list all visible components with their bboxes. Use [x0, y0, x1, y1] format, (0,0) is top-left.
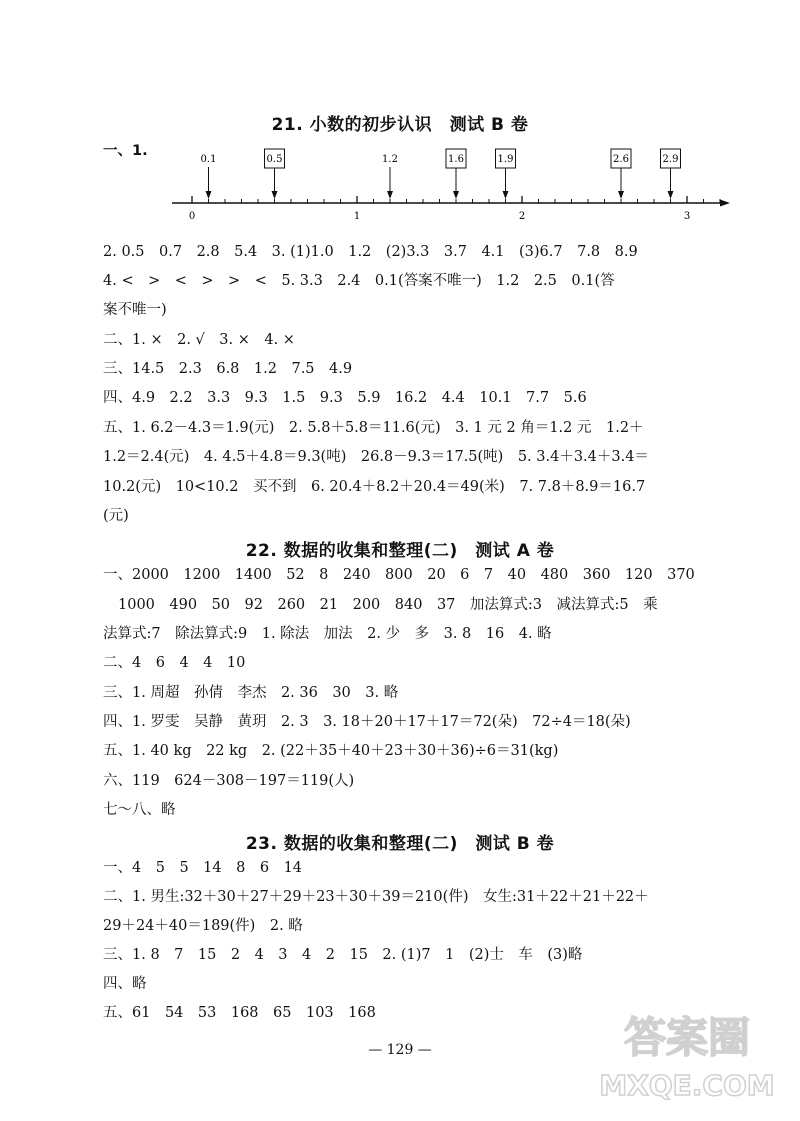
s23-line-2: 二、1. 男生:32＋30＋27＋29＋23＋30＋39＝210(件) 女生:31＋22＋21＋22＋ — [103, 889, 649, 905]
s21-line-5: 二、1. × 2. √ 3. × 4. × — [103, 332, 295, 348]
s21-line-6: 三、14.5 2.3 6.8 1.2 7.5 4.9 — [103, 361, 353, 377]
point-arrow-head — [668, 191, 674, 199]
tick-label: 1 — [353, 211, 361, 222]
site-watermark-logo — [592, 997, 782, 1107]
s23-line-5: 四、略 — [103, 976, 147, 992]
s22-line-3: 法算式:7 除法算式:9 1. 除法 加法 2. 少 多 3. 8 16 4. 略 — [103, 626, 552, 642]
svg-text:MXQE.COM: MXQE.COM — [599, 1069, 775, 1102]
number-line — [172, 149, 730, 222]
section-22-title: 22. 数据的收集和整理(二) 测试 A 卷 — [245, 541, 555, 561]
tick-label: 2 — [518, 211, 526, 222]
s21-line-11: (元) — [103, 508, 129, 524]
s22-line-5: 三、1. 周超 孙倩 李杰 2. 36 30 3. 略 — [103, 685, 399, 701]
s22-line-2: 1000 490 50 92 260 21 200 840 37 加法算式:3 减法算式:5 乘 — [118, 597, 658, 613]
s21-line-2: 2. 0.5 0.7 2.8 5.4 3. (1)1.0 1.2 (2)3.3 3.7 4.1 (3)6.7 7.8 8.9 — [103, 244, 638, 260]
s22-line-8: 六、119 624－308－197＝119(人) — [103, 773, 355, 789]
point-arrow-head — [387, 191, 393, 199]
number-line-figure — [160, 140, 740, 230]
answer-box-label: 1.9 — [497, 154, 514, 165]
s22-line-1: 一、2000 1200 1400 52 8 240 800 20 6 7 40 480 360 120 370 — [103, 567, 695, 583]
page-number: — 129 — — [368, 1042, 432, 1058]
s22-line-6: 四、1. 罗雯 吴静 黄玥 2. 3 3. 18＋20＋17＋17＝72(朵) 72÷4＝18(朵) — [103, 714, 631, 730]
point-arrow-head — [503, 191, 509, 199]
point-arrow-head — [272, 191, 278, 199]
number-line-arrowhead — [720, 200, 730, 207]
s22-line-4: 二、4 6 4 4 10 — [103, 655, 246, 671]
s23-line-4: 三、1. 8 7 15 2 4 3 4 2 15 2. (1)7 1 (2)士 车 (3)略 — [103, 947, 583, 963]
answer-box-label: 0.5 — [266, 154, 283, 165]
point-arrow-head — [618, 191, 624, 199]
s23-line-6: 五、61 54 53 168 65 103 168 — [103, 1005, 376, 1021]
s22-line-9: 七～八、略 — [103, 802, 176, 818]
s21-line-10: 10.2(元) 10<10.2 买不到 6. 20.4＋8.2＋20.4＝49(米) 7. 7.8＋8.9＝16.7 — [103, 479, 646, 495]
s22-line-7: 五、1. 40 kg 22 kg 2. (22＋35＋40＋23＋30＋36)÷6＝31(kg) — [103, 743, 559, 759]
tick-label: 0 — [188, 211, 196, 222]
point-arrow-head — [453, 191, 459, 199]
point-label: 1.2 — [382, 154, 398, 165]
point-arrow-head — [206, 191, 212, 199]
tick-label: 3 — [683, 211, 691, 222]
s23-line-3: 29＋24＋40＝189(件) 2. 略 — [103, 918, 303, 934]
point-label: 0.1 — [200, 154, 217, 165]
s21-q1-label: 一、1. — [103, 143, 148, 159]
s23-line-1: 一、4 5 5 14 8 6 14 — [103, 860, 303, 876]
section-23-title: 23. 数据的收集和整理(二) 测试 B 卷 — [245, 834, 555, 854]
s21-line-8: 五、1. 6.2－4.3＝1.9(元) 2. 5.8＋5.8＝11.6(元) 3. 1 元 2 角＝1.2 元 1.2＋ — [103, 420, 644, 436]
section-21-title: 21. 小数的初步认识 测试 B 卷 — [271, 115, 529, 135]
answer-box-label: 2.9 — [662, 154, 679, 165]
s21-line-7: 四、4.9 2.2 3.3 9.3 1.5 9.3 5.9 16.2 4.4 10.1 7.7 5.6 — [103, 390, 587, 406]
svg-text:答案圈: 答案圈 — [623, 1013, 751, 1062]
s21-line-9: 1.2＝2.4(元) 4. 4.5＋4.8＝9.3(吨) 26.8－9.3＝17.5(吨) 5. 3.4＋3.4＋3.4＝ — [103, 449, 649, 465]
s21-line-3: 4. < > < > > < 5. 3.3 2.4 0.1(答案不唯一) 1.2 2.5 0.1(答 — [103, 273, 615, 289]
s21-line-4: 案不唯一) — [103, 302, 167, 318]
answer-box-label: 2.6 — [613, 154, 629, 165]
answer-box-label: 1.6 — [448, 154, 464, 165]
